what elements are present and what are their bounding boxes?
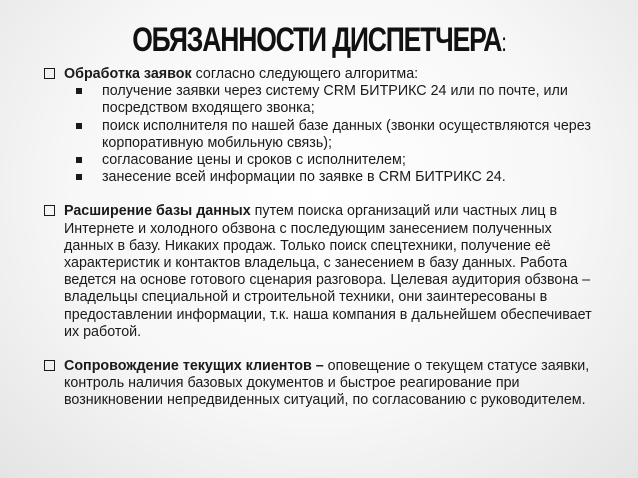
list-item: поиск исполнителя по нашей базе данных (звонки осуществляются через корпоративную мобильную связь); (64, 118, 604, 152)
section-text: согласно следующего алгоритма: (191, 66, 419, 82)
checkbox-bullet-icon (44, 68, 55, 79)
list-item: занесение всей информации по заявке в CRM БИТРИКС 24. (64, 169, 604, 186)
title-colon: : (501, 27, 506, 57)
section-text: оповещение о текущем статусе заявки, контроль наличия базовых документов и быстрое реагирование при возникновении непредвиденных ситуаций, по согласованию с руководителем. (64, 358, 590, 409)
sub-list (64, 83, 604, 186)
checkbox-bullet-icon (44, 205, 55, 216)
section-heading: Расширение базы данных (64, 203, 251, 220)
section-database-expansion (44, 203, 604, 341)
section-heading: Обработка заявок (64, 66, 192, 82)
title-text: ОБЯЗАННОСТИ ДИСПЕТЧЕРА (132, 21, 502, 59)
content-body (44, 66, 604, 410)
section-client-support (44, 358, 604, 410)
section-text: путем поиска организаций или частных лиц в Интернете и холодного обзвона с последующим занесением полученных данных в базу. Никаких продаж. Только поиск спецтехники, получение её характеристик и контактов владельца, с занесением в базу данных. Работа ведется на основе готового сценария разговора. Целевая аудитория обзвона – владельцы специальной и строительной техники, они заинтересованы в предоставлении информации, т.к. наша компания в дальнейшем обеспечивает их работой. (64, 203, 592, 340)
checkbox-bullet-icon (44, 360, 55, 371)
section-request-processing (44, 66, 604, 186)
section-heading: Сопровождение текущих клиентов – (64, 358, 324, 375)
page-title (70, 20, 568, 62)
list-item: получение заявки через систему CRM БИТРИКС 24 или по почте, или посредством входящего звонка; (64, 83, 604, 117)
list-item: согласование цены и сроков с исполнителем; (64, 152, 604, 169)
